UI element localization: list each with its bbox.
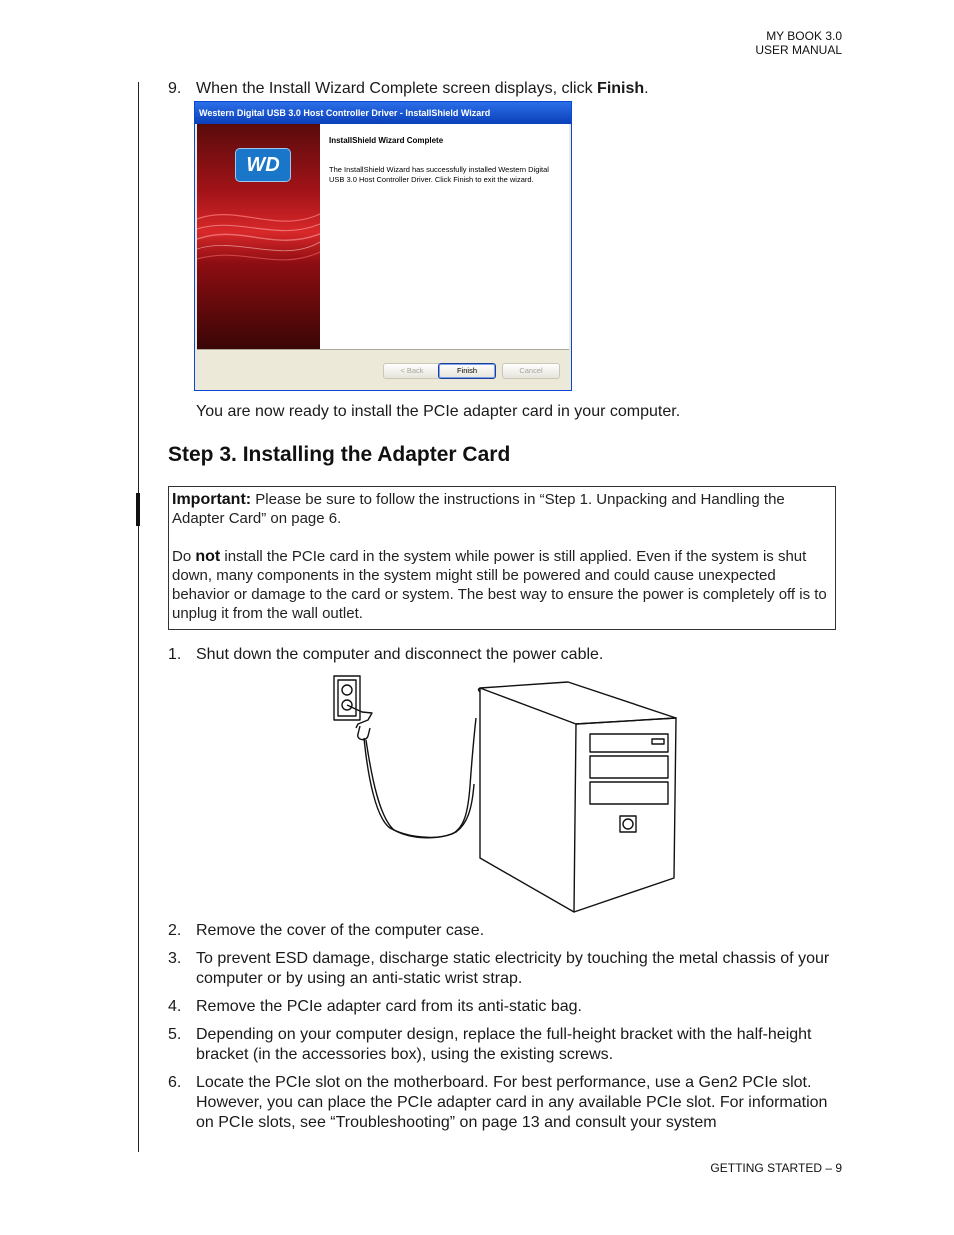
step-text: Remove the cover of the computer case. [196,922,485,939]
step-3 [168,949,840,989]
step-6 [168,1073,840,1133]
step-9 [168,79,840,99]
back-button[interactable]: < Back [383,363,441,379]
wizard-heading: InstallShield Wizard Complete [329,136,444,145]
step-number: 9. [168,80,182,97]
note-label: Important: [172,491,252,508]
wizard-message: The InstallShield Wizard has successfully installed Western Digital USB 3.0 Host Controller Driver. Click Finish to exit the wizard. [329,165,549,184]
computer-tower-icon [479,682,677,912]
not-emphasis: not [195,548,221,565]
step-number: 5. [168,1026,182,1043]
wizard-banner [197,124,320,349]
finish-button[interactable]: Finish [438,363,496,379]
wizard-divider [197,349,569,350]
step-text: To prevent ESD damage, discharge static electricity by touching the metal chassis of your computer or by using an anti-static wrist strap. [196,950,830,987]
header-manual: USER MANUAL [755,43,842,57]
wall-outlet-icon [334,676,360,720]
step-number: 3. [168,950,182,967]
step-number: 6. [168,1074,182,1091]
section-heading: Step 3. Installing the Adapter Card [168,443,511,466]
cancel-button[interactable]: Cancel [502,363,560,379]
header-product: MY BOOK 3.0 [766,29,842,43]
step-number: 4. [168,998,182,1015]
page-header [755,29,842,57]
step-text: When the Install Wizard Complete screen displays, click Finish. [196,80,649,97]
change-bar [136,493,140,526]
ready-text: You are now ready to install the PCIe adapter card in your computer. [196,403,681,420]
step-4 [168,997,840,1017]
wizard-screenshot [194,101,572,391]
note-paragraph-2: Do not install the PCIe card in the system while power is still applied. Even if the system is shut down, many components in the system might still be powered and could cause unexpected behavior or damage to the card or system. The best way to ensure the power is completely off is to unplug it from the wall outlet. [172,548,827,622]
step-text: Shut down the computer and disconnect the power cable. [196,646,604,663]
step-text: Remove the PCIe adapter card from its anti-static bag. [196,998,582,1015]
power-plug-icon [347,705,372,740]
note-paragraph-1: Important: Please be sure to follow the instructions in “Step 1. Unpacking and Handling the Adapter Card” on page 6. [172,491,785,527]
page-footer: GETTING STARTED – 9 [710,1161,842,1175]
important-note [168,486,836,630]
step-text: Depending on your computer design, replace the full-height bracket with the half-height bracket (in the accessories box), using the existing screws. [196,1026,812,1063]
margin-rule [138,82,139,1152]
step-number: 2. [168,922,182,939]
wizard-content [320,124,569,349]
step-1 [168,645,840,665]
step-text: Locate the PCIe slot on the motherboard. For best performance, use a Gen2 PCIe slot. However, you can place the PCIe adapter card in any available PCIe slot. For information on PCIe slots, see “Troubleshooting” on page 13 and consult your system [196,1074,828,1131]
step-2 [168,921,840,941]
wd-logo: WD [235,148,291,182]
finish-emphasis: Finish [597,80,645,97]
step-number: 1. [168,646,182,663]
computer-unplug-illustration [328,668,680,914]
power-cable [364,718,476,837]
step-5 [168,1025,840,1065]
wizard-title-bar: Western Digital USB 3.0 Host Controller Driver - InstallShield Wizard [195,102,571,124]
